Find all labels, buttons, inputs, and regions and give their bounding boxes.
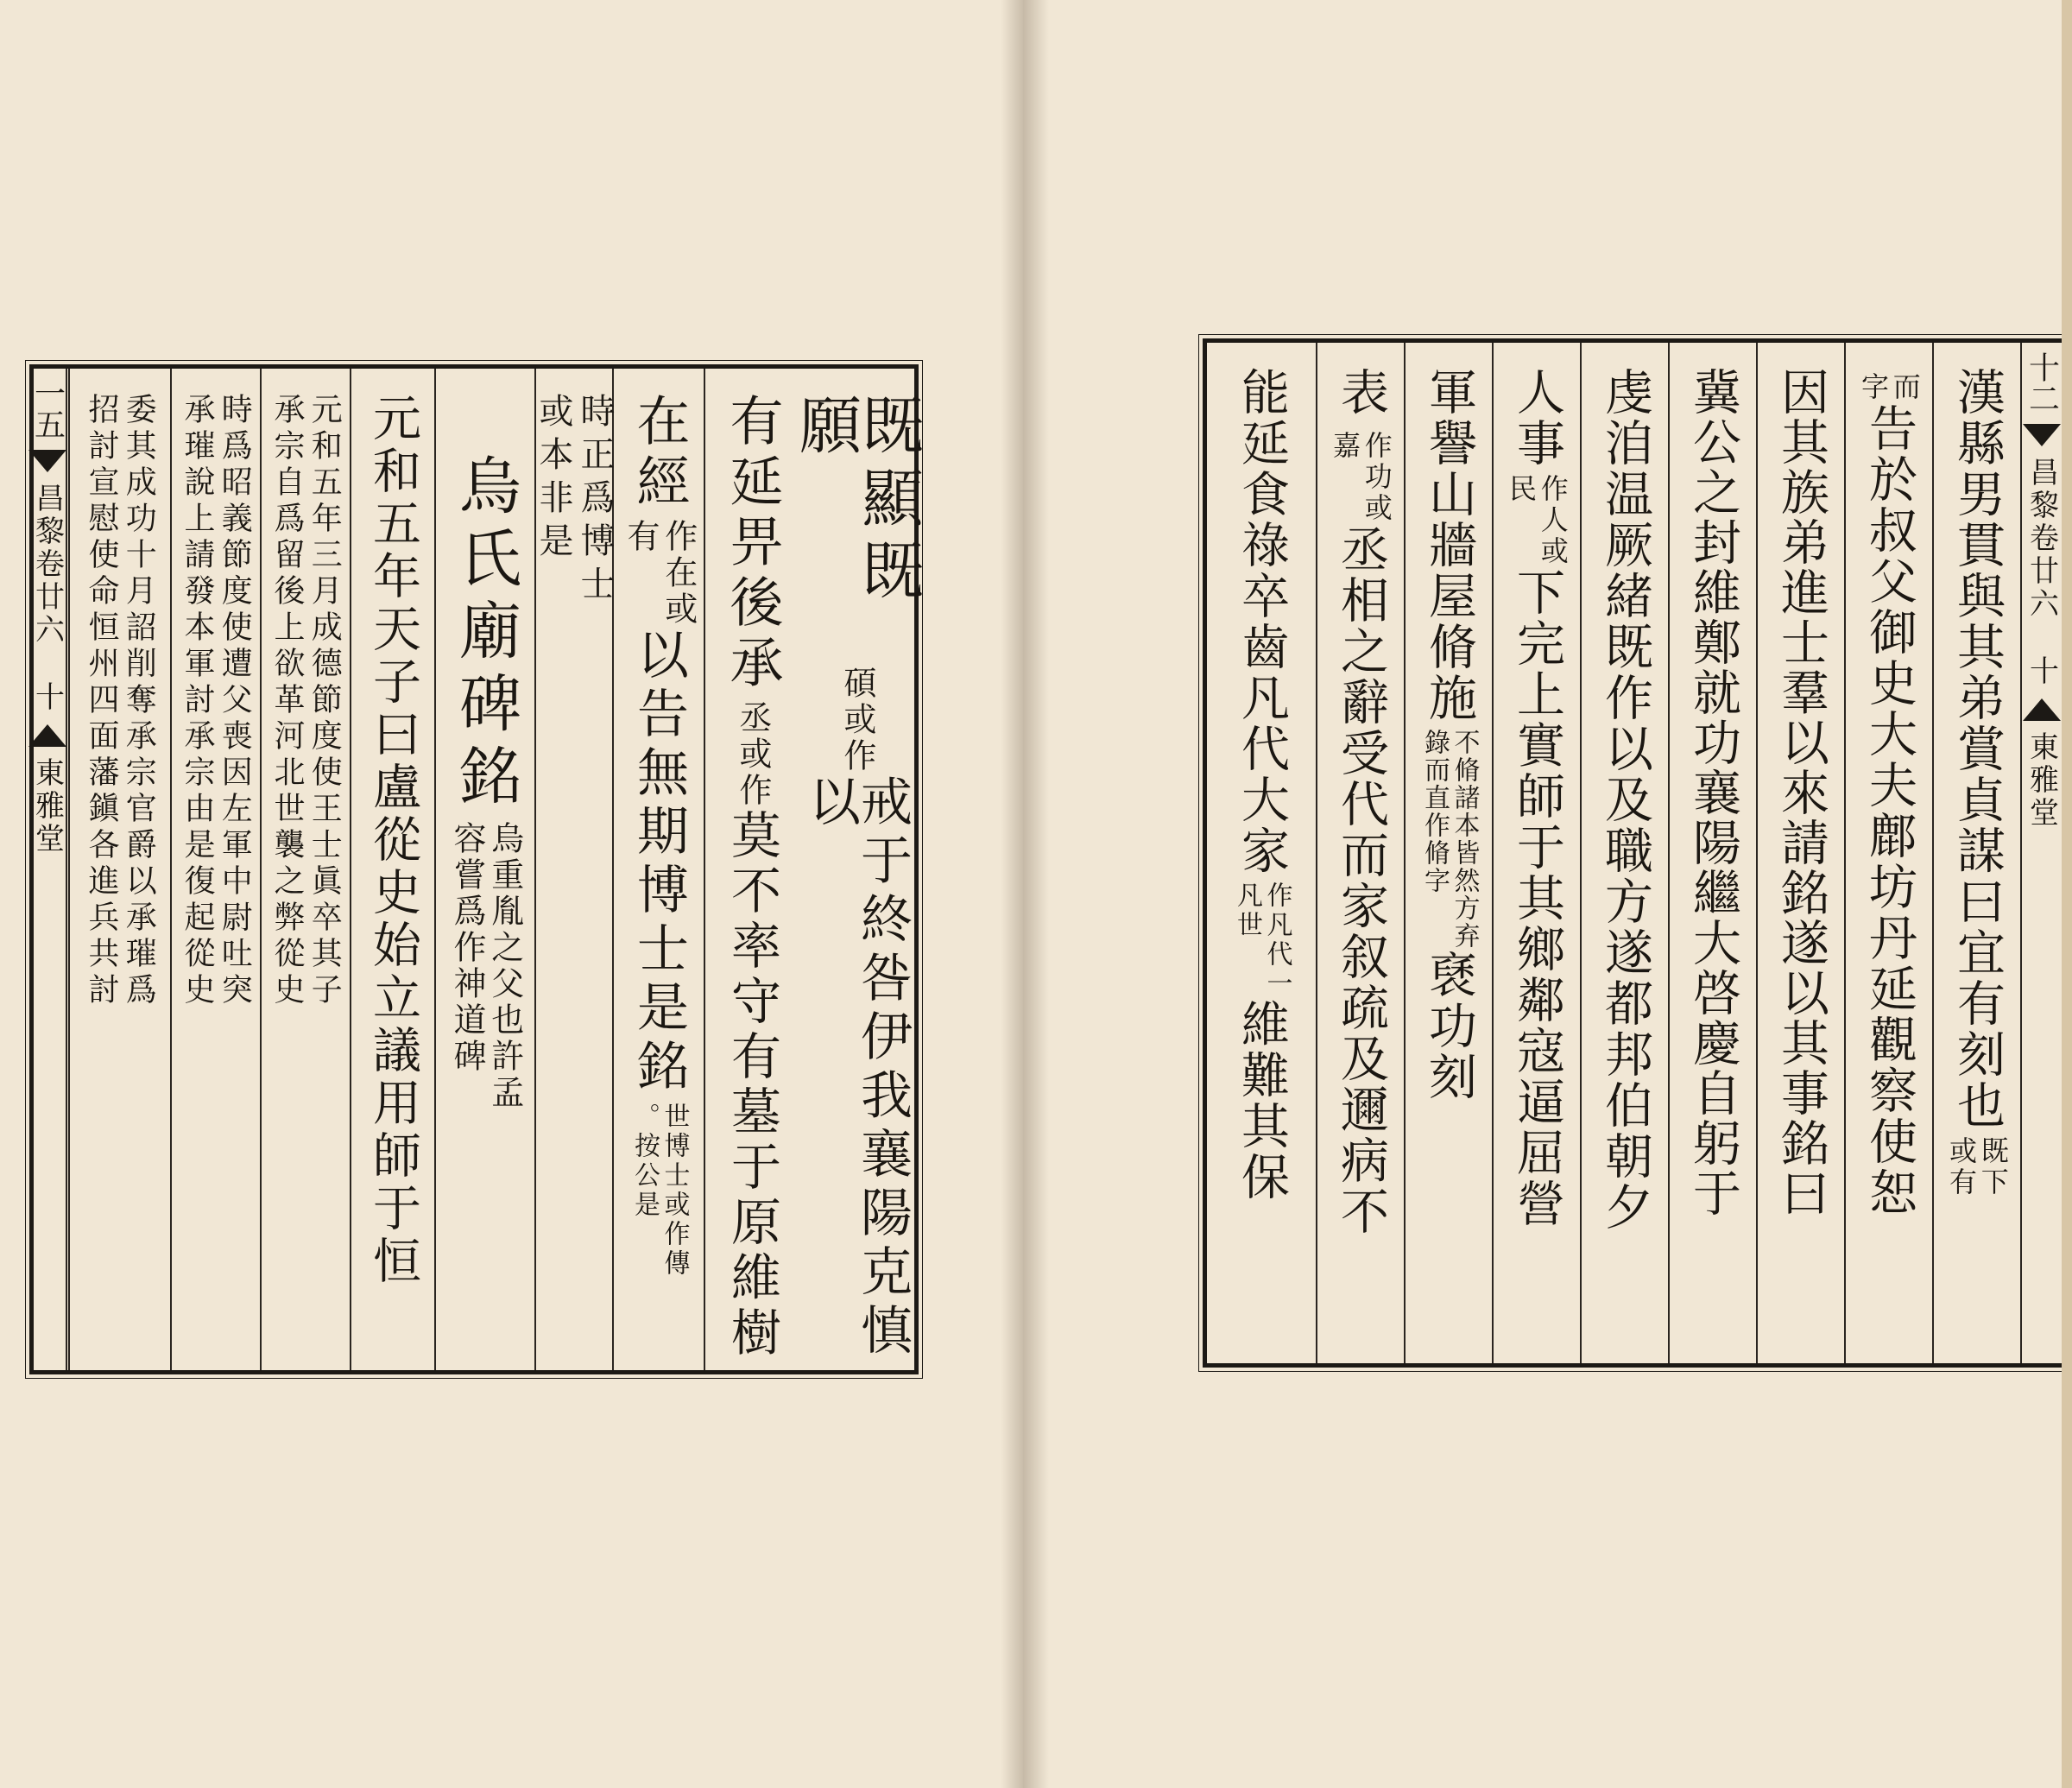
column-annotation: 而 字 <box>1857 372 1922 403</box>
right-fold-publisher: 東雅堂 <box>2024 731 2059 830</box>
left-fold-strip <box>29 369 67 1370</box>
left-leaf-number: 一五 <box>29 377 66 439</box>
text-column <box>68 369 170 1370</box>
text-column <box>1668 343 1756 1363</box>
column-annotation: 作在或 有 <box>622 519 698 628</box>
text-column <box>1316 343 1404 1363</box>
text-column <box>612 369 704 1370</box>
column-annotation: 作凡代一 凡世 <box>1232 881 1292 999</box>
text-column <box>704 369 799 1370</box>
column-annotation: 既下 或有 <box>1945 1136 2010 1198</box>
column-text: 在經 <box>628 393 691 514</box>
fish-tail-mark <box>2023 698 2061 721</box>
column-text: 戒于終咎伊我襄陽克慎以 <box>800 774 913 1362</box>
left-page <box>0 0 1023 1788</box>
column-small-text: 時爲昭義節度使遭父喪因左軍中尉吐突 承璀說上請發本軍討承宗由是復起從史 <box>180 393 253 1009</box>
right-fold-title: 昌黎卷廿六 <box>2024 457 2059 621</box>
column-text: 以告無期博士是銘 <box>629 628 689 1097</box>
left-fold-publisher: 東雅堂 <box>29 757 65 856</box>
text-column <box>1844 343 1932 1363</box>
fish-tail-mark <box>28 724 66 747</box>
column-text: 維難其保 <box>1234 999 1290 1203</box>
inscription-title: 烏氏廟碑銘 <box>449 453 521 816</box>
text-column <box>1932 343 2020 1363</box>
column-small-text: 委其成功十月詔削奪承宗官爵以承璀爲 招討宣慰使命恒州四面藩鎭各進兵共討 <box>84 393 157 1009</box>
column-text: 元和五年天子曰盧從史始立議用師于恒 <box>365 393 421 1288</box>
column-annotation: 世博士或作傳 。按公是 <box>629 1102 690 1279</box>
column-small-text: 元和五年三月成德節度使王士眞卒其子 承宗自爲留後上欲革河北世襲之弊從史 <box>269 393 343 1009</box>
fish-tail-mark <box>2023 424 2061 446</box>
column-text: 有延畀後承 <box>721 393 784 695</box>
column-annotation: 作人或 民 <box>1505 474 1570 567</box>
column-text: 莫不率守有墓于原維樹 <box>723 809 781 1362</box>
column-small-text: 時正爲博士 或本非是 <box>534 393 615 609</box>
text-column <box>1207 343 1316 1363</box>
text-column <box>1492 343 1580 1363</box>
text-column <box>260 369 350 1370</box>
right-fold-strip <box>2020 343 2062 1363</box>
column-text: 表 <box>1333 367 1389 426</box>
text-column <box>534 369 615 1370</box>
column-text: 能延食祿卒齒凡代大家 <box>1234 367 1290 876</box>
text-column <box>1756 343 1844 1363</box>
column-annotation: 作功或 嘉 <box>1329 431 1393 524</box>
right-leaf-number: 十二 <box>2024 351 2060 414</box>
column-annotation: 烏重胤之父也許孟 容嘗爲作神道碑 <box>448 821 524 1111</box>
column-text: 冀公之封維鄭就功襄陽繼大啓慶自躬于 <box>1685 367 1741 1218</box>
right-page-frame <box>1203 338 2066 1368</box>
column-text: 人事 <box>1509 367 1565 469</box>
text-column <box>350 369 434 1370</box>
right-fold-number: 十 <box>2024 655 2059 688</box>
column-annotation: 不脩諸本皆然方弃 錄而直作脩字 <box>1419 729 1480 950</box>
column-annotation: 碩或作 <box>837 665 876 774</box>
column-text: 下完上實師于其鄉鄰寇逼屈營 <box>1509 567 1565 1229</box>
left-fold-number: 十 <box>29 681 65 714</box>
column-text: 軍譽山牆屋脩施 <box>1421 367 1477 723</box>
left-fold-title: 昌黎卷廿六 <box>29 483 65 647</box>
column-text: 既顯既願 <box>789 393 924 610</box>
text-column-title <box>434 369 534 1370</box>
text-column <box>789 369 924 1370</box>
text-column <box>1404 343 1492 1363</box>
column-text: 告於叔父御史大夫鄜坊丹延觀察使恕 <box>1861 403 1917 1218</box>
column-text: 丞相之辭受代而家叙疏及邇病不 <box>1333 524 1389 1237</box>
left-page-frame <box>29 364 924 1374</box>
text-column <box>1580 343 1668 1363</box>
column-text: 因其族弟進士羣以來請銘遂以其事銘曰 <box>1773 367 1829 1218</box>
fish-tail-mark <box>28 450 66 472</box>
column-annotation: 丞或作 <box>733 700 772 809</box>
column-text: 褎功刻 <box>1421 950 1477 1102</box>
column-text: 漢縣男貫與其弟賞貞謀曰宜有刻也 <box>1949 367 2006 1131</box>
text-column <box>170 369 260 1370</box>
right-page <box>1023 0 2072 1788</box>
column-text: 虔洎温厥緒既作以及職方遂都邦伯朝夕 <box>1597 367 1653 1233</box>
